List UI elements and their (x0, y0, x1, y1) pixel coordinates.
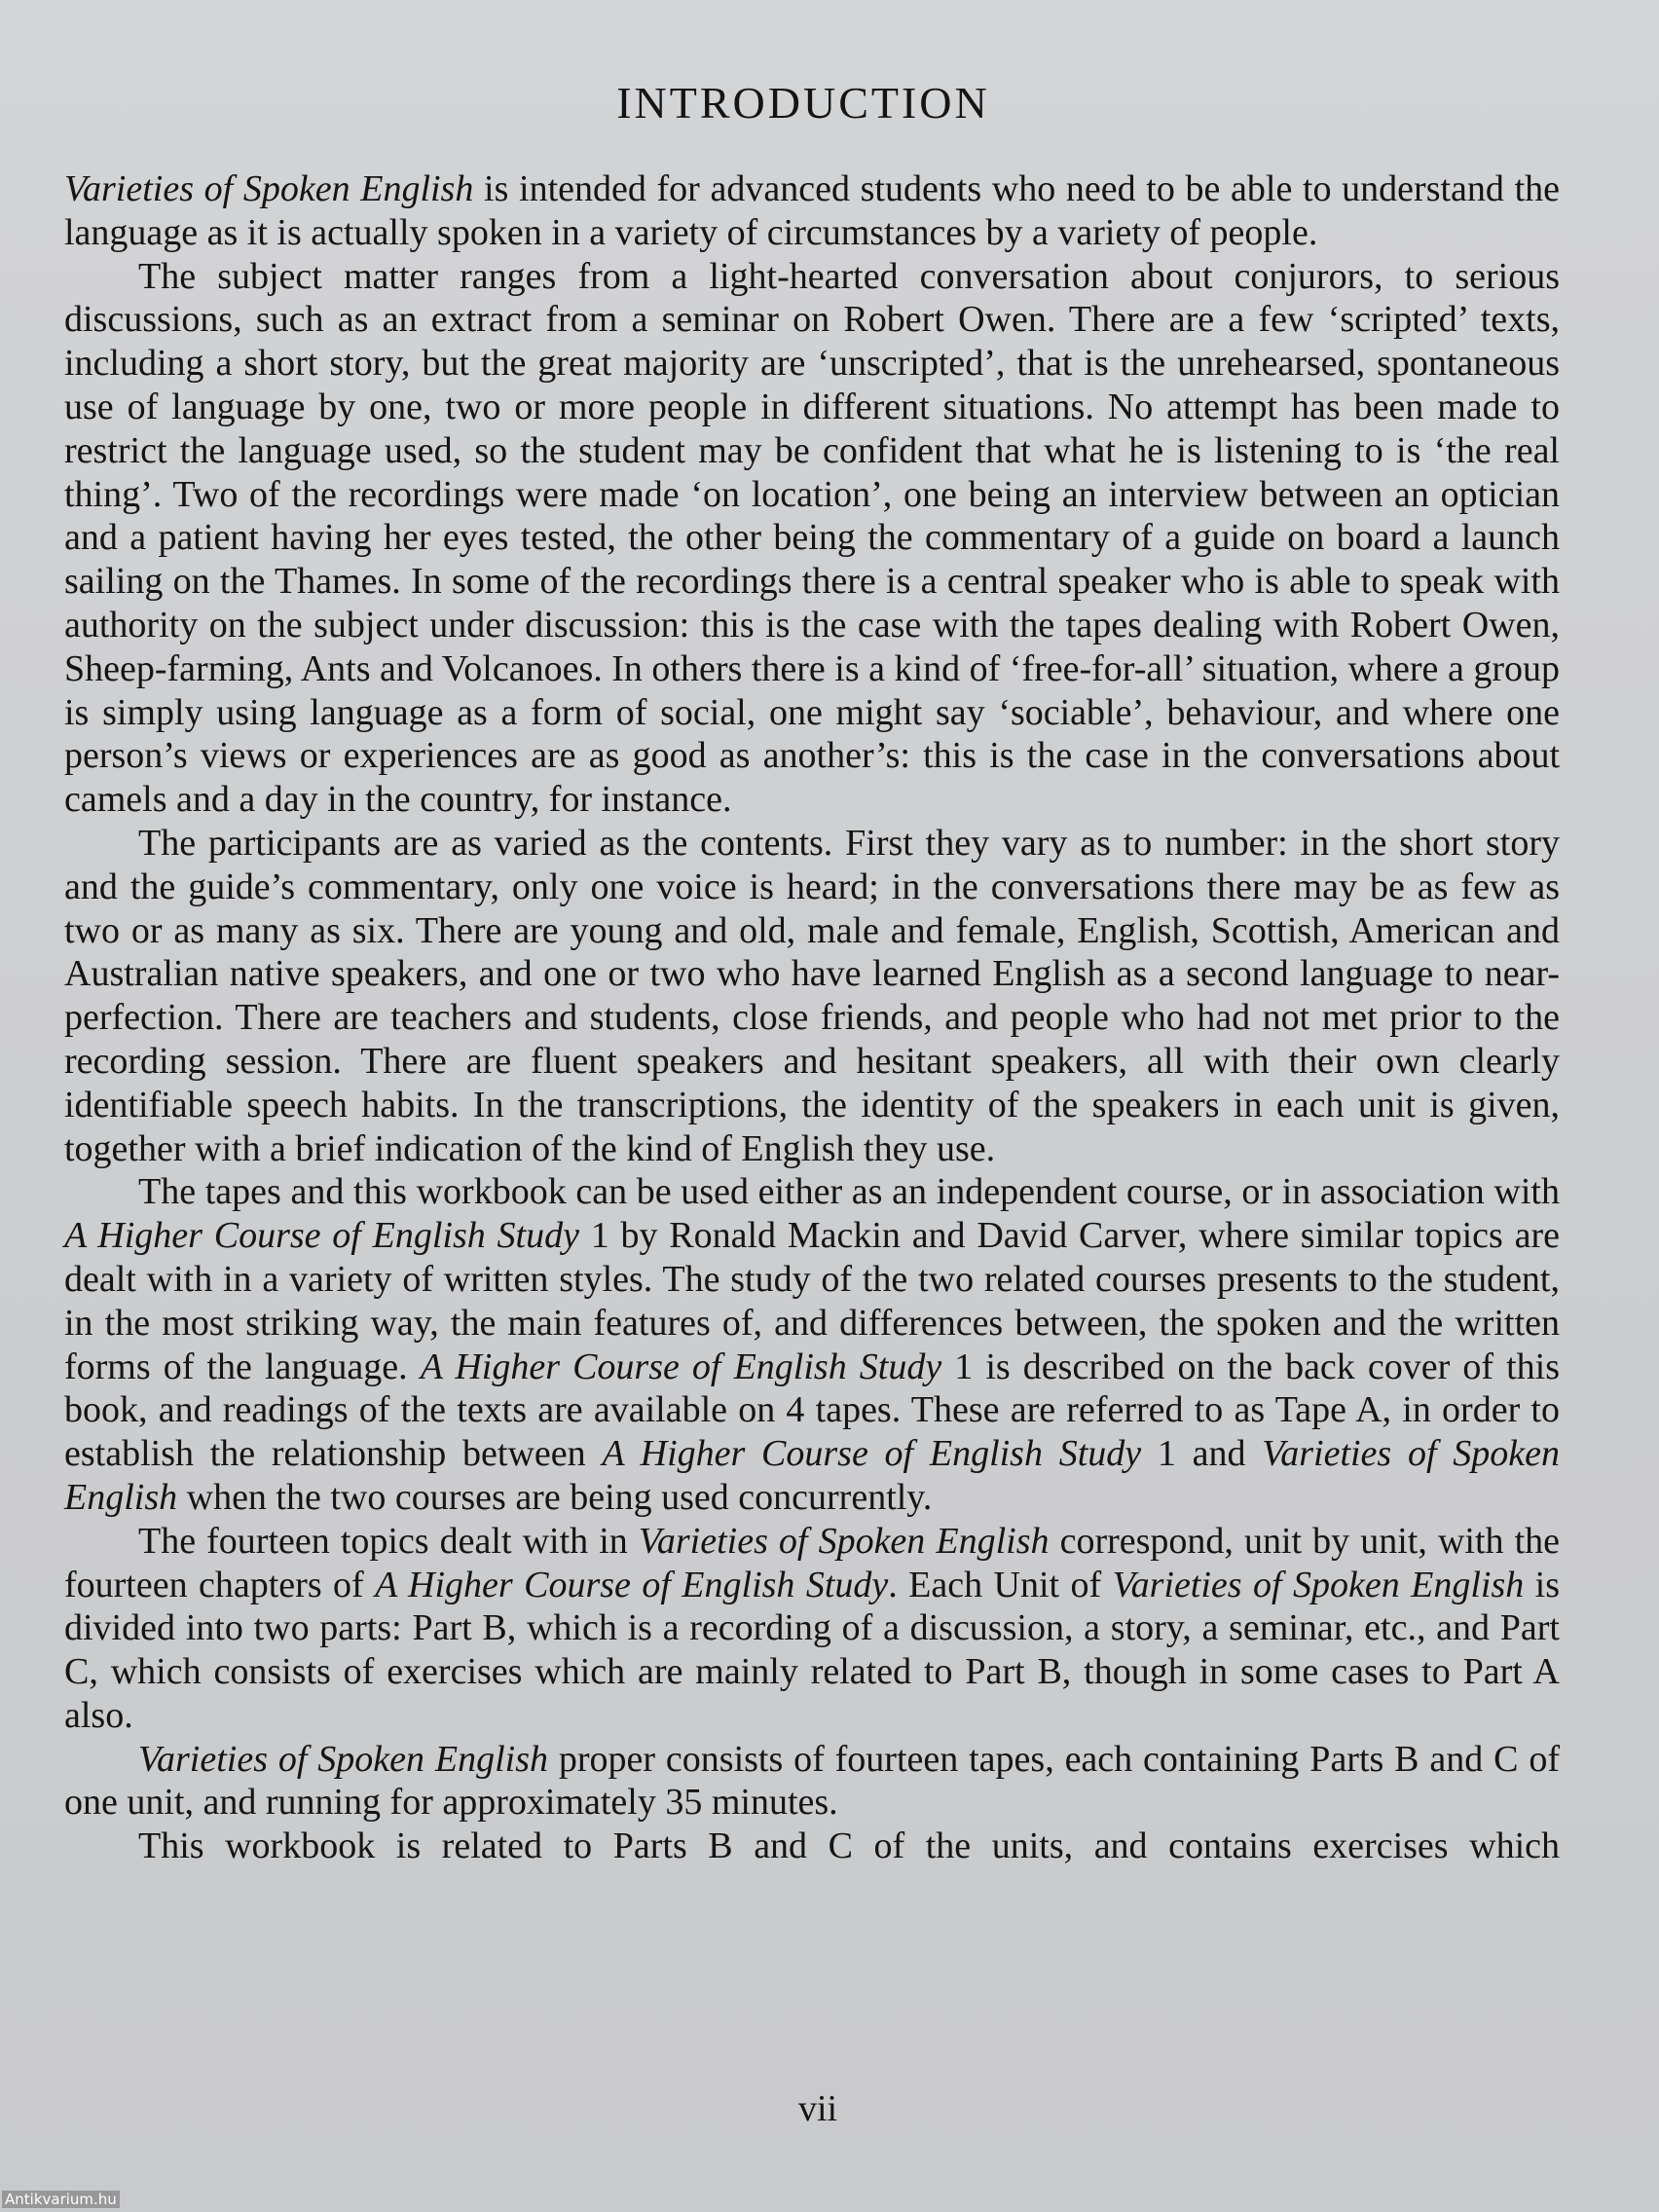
text-run: . Each Unit of (888, 1564, 1113, 1605)
text-run: This workbook is related to Parts B and C of the units, and contains exercises which (138, 1825, 1560, 1867)
text-run: when the two courses are being used concurrently. (177, 1476, 933, 1518)
text-run: The tapes and this workbook can be used either as an independent course, or in association with (138, 1171, 1560, 1213)
italic-title: A Higher Course of English Study (420, 1346, 942, 1387)
paragraph (64, 167, 1560, 255)
text-run: is divided into two parts: Part B, which is a recording of a discussion, a story, a seminar, etc., and Part C, which consists of exercises which are mainly related to Part B, though in some cases to Part A also. (64, 1564, 1560, 1736)
body-text (64, 167, 1560, 1868)
paragraph (64, 1738, 1560, 1825)
italic-title: Varieties of Spoken English (638, 1520, 1050, 1562)
italic-title: Varieties of Spoken English (1112, 1564, 1525, 1605)
italic-title: A Higher Course of English Study (602, 1433, 1142, 1475)
italic-title: A Higher Course of English Study (375, 1564, 889, 1605)
italic-title: Varieties of Spoken English (64, 1433, 1560, 1518)
text-run: is intended for advanced students who need to be able to understand the language as it is actually spoken in a variety of circumstances by a variety of people. (64, 168, 1560, 253)
text-run: proper consists of fourteen tapes, each containing Parts B and C of one unit, and running for approximately 35 minutes. (64, 1738, 1560, 1824)
text-run: correspond, unit by unit, with the fourteen chapters of (64, 1520, 1560, 1605)
text-run: 1 and (1141, 1433, 1263, 1475)
watermark: Antikvarium.hu (2, 2191, 120, 2208)
text-run: The fourteen topics dealt with in (138, 1520, 639, 1562)
italic-title: Varieties of Spoken English (64, 168, 474, 209)
paragraph (64, 255, 1560, 822)
italic-title: Varieties of Spoken English (138, 1738, 548, 1780)
paragraph (64, 1520, 1560, 1738)
paragraph (64, 1170, 1560, 1519)
text-run: The participants are as varied as the contents. First they vary as to number: in the short story and the guide’s commentary, only one voice is heard; in the conversations there may be as few as two or as many as six. There are young and old, male and female, English, Scottish, American and Australian native speakers, and one or two who have learned English as a second language to near-perfection. There are teachers and students, close friends, and people who had not met prior to the recording session. There are fluent speakers and hesitant speakers, all with their own clearly identifiable speech habits. In the transcriptions, the identity of the speakers in each unit is given, together with a brief indication of the kind of English they use. (64, 822, 1560, 1169)
text-run: 1 by Ronald Mackin and David Carver, where similar topics are dealt with in a variety of written styles. The study of the two related courses presents to the student, in the most striking way, the main features of, and differences between, the spoken and the written forms of the language. (64, 1215, 1560, 1387)
page-number: vii (797, 2088, 838, 2129)
page-heading: INTRODUCTION (616, 78, 990, 128)
text-run: 1 is described on the back cover of this book, and readings of the texts are available on 4 tapes. These are referred to as Tape A, in order to establish the relationship between (64, 1346, 1560, 1475)
paragraph (64, 822, 1560, 1170)
paragraph (64, 1825, 1560, 1868)
italic-title: A Higher Course of English Study (64, 1215, 579, 1257)
text-run: The subject matter ranges from a light-hearted conversation about conjurors, to serious discussions, such as an extract from a seminar on Robert Owen. There are a few ‘scripted’ texts, including a short story, but the great majority are ‘unscripted’, that is the unrehearsed, spontaneous use of language by one, two or more people in different situations. No attempt has been made to restrict the language used, so the student may be confident that what he is listening to is ‘the real thing’. Two of the recordings were made ‘on location’, one being an interview between an optician and a patient having her eyes tested, the other being the commentary of a guide on board a launch sailing on the Thames. In some of the recordings there is a central speaker who is able to speak with authority on the subject under discussion: this is the case with the tapes dealing with Robert Owen, Sheep-farming, Ants and Volcanoes. In others there is a kind of ‘free-for-all’ situation, where a group is simply using language as a form of social, one might say ‘sociable’, behaviour, and where one person’s views or experiences are as good as another’s: this is the case in the conversations about camels and a day in the country, for instance. (64, 255, 1560, 821)
